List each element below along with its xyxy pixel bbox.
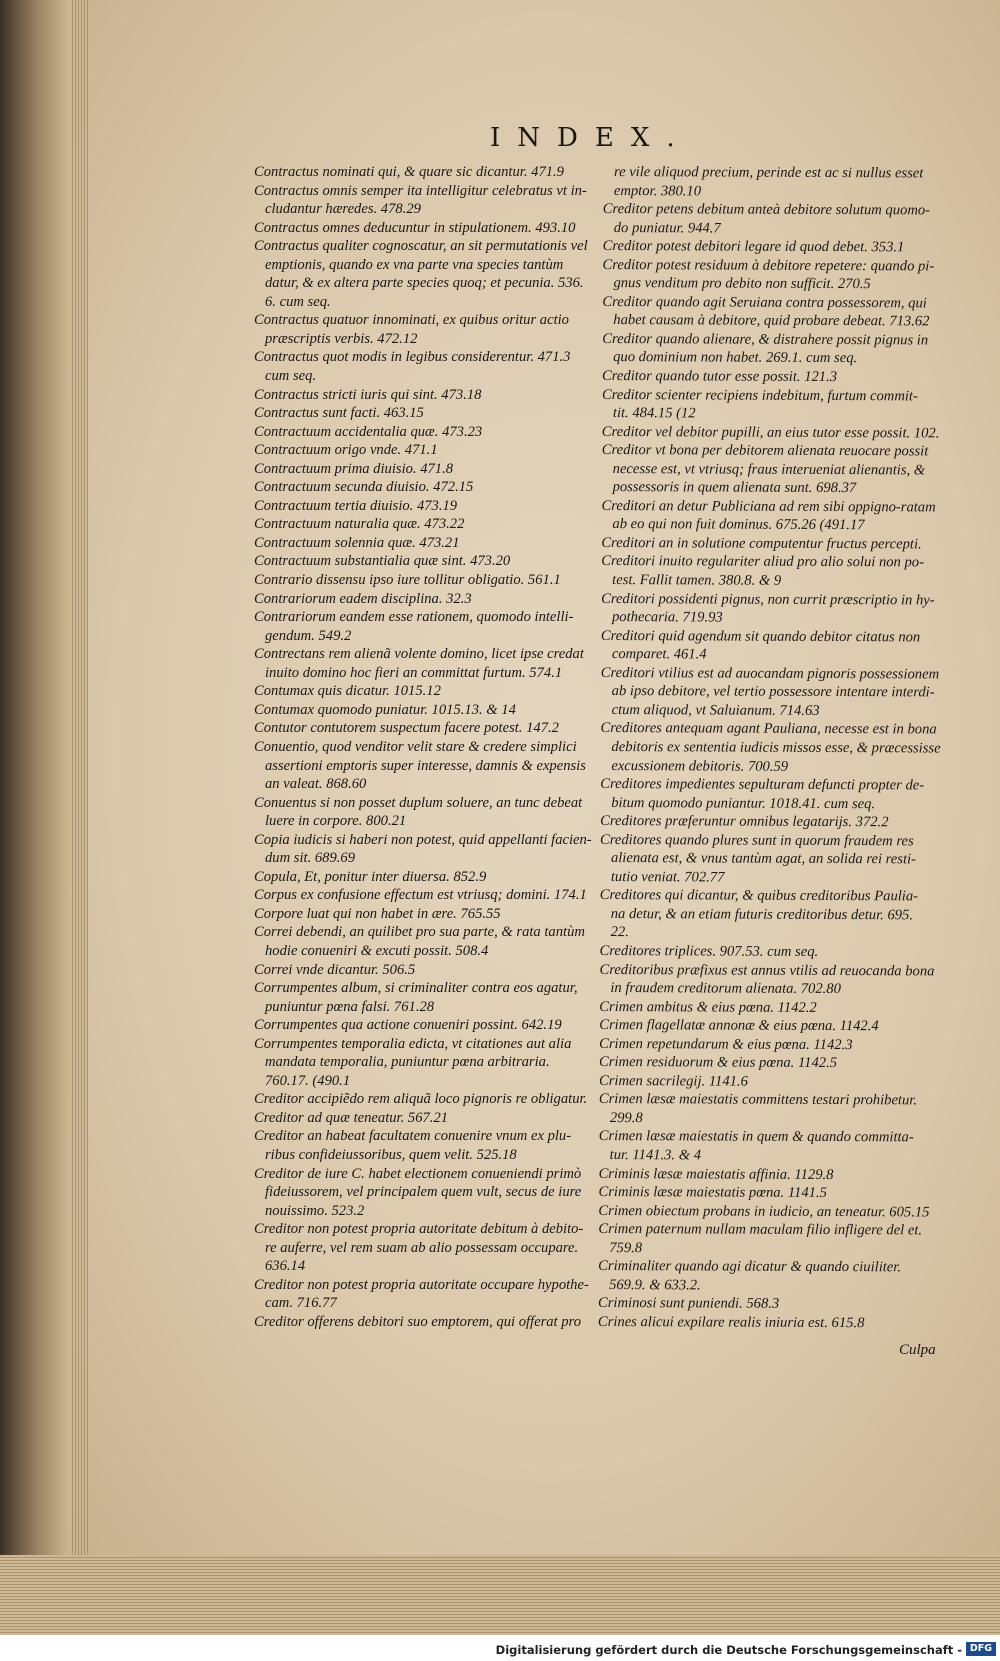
index-entry-line: Contrectans rem alienã volente domino, licet ipse credat <box>254 646 584 663</box>
index-entry-line: Contractuum origo vnde. 471.1 <box>254 442 438 459</box>
index-entry-line: cludantur hæredes. 478.29 <box>265 201 421 218</box>
index-entry-line: Conuentio, quod venditor velit stare & credere simplici <box>254 738 577 755</box>
index-entry-line: Creditores quando plures sunt in quorum fraudem res <box>600 831 914 850</box>
index-entry-line: Creditori an detur Publiciana ad rem sibi oppigno-ratam <box>601 497 936 516</box>
index-entry-line: Creditor accipiẽdo rem aliquã loco pignoris re obligatur. <box>254 1091 588 1108</box>
index-entry-line: Creditor quando tutor esse possit. 121.3 <box>602 368 838 386</box>
index-entry-line: gendum. 549.2 <box>265 627 352 644</box>
page-edges-left <box>70 0 88 1661</box>
index-entry-line: luere in corpore. 800.21 <box>265 813 407 830</box>
index-entry-line: Contractus omnis semper ita intelligitur celebratus vt in- <box>254 182 587 199</box>
index-entry-line: Corpore luat qui non habet in ære. 765.55 <box>254 905 501 922</box>
index-entry-line: Contractus stricti iuris qui sint. 473.18 <box>254 386 482 403</box>
index-entry-line: Creditor vt bona per debitorem alienata reuocare possit <box>601 442 929 460</box>
index-entry-line: Copia iudicis si haberi non potest, quid appellanti facien- <box>254 831 592 848</box>
index-entry-line: ab eo qui non fuit dominus. 675.26 (491.17 <box>612 516 865 534</box>
index-entry-line: Crimen læsæ maiestatis in quem & quando committa- <box>598 1128 914 1146</box>
index-entry-line: Creditor petens debitum anteà debitore solutum quomo- <box>602 201 931 219</box>
index-entry-line: Crimen flagellatæ annonæ & eius pœna. 1142.4 <box>599 1017 879 1035</box>
index-entry-line: in fraudem creditorum alienata. 702.80 <box>610 980 841 998</box>
index-entry-line: Contrariorum eadem disciplina. 32.3 <box>254 590 472 607</box>
index-entry-line: Creditor vel debitor pupilli, an eius tutor esse possit. 102. <box>601 423 940 442</box>
index-entry-line: Contractuum prima diuisio. 471.8 <box>254 460 454 477</box>
index-entry-line: tutio veniat. 702.77 <box>610 868 725 886</box>
index-entry-line: Contractus nominati qui, & quare sic dicantur. 471.9 <box>254 164 564 180</box>
index-entry-line: tur. 1141.3. & 4 <box>609 1147 702 1164</box>
index-entry-line: Creditores antequam agant Pauliana, necesse est in bona <box>600 720 937 738</box>
index-entry-line: Contractus quot modis in legibus considerentur. 471.3 <box>254 349 571 366</box>
index-entry-line: præscriptis verbis. 472.12 <box>265 330 418 347</box>
index-entry-line: datur, & ex altera parte species quoq; et pecunia. 536. <box>265 275 584 292</box>
index-entry-line: Contrariorum eandem esse rationem, quomodo intelli- <box>254 609 574 626</box>
index-entry-line: ab ipso debitore, vel tertio possessore intentare interdi- <box>611 683 935 701</box>
index-entry-line: re vile aliquod precium, perinde est ac si nullus esset <box>613 164 924 182</box>
index-entry-line: dum sit. 689.69 <box>265 850 355 867</box>
index-entry-line: Corrumpentes temporalia edicta, vt citationes aut alia <box>254 1035 572 1052</box>
index-entry-line: Crines alicui expilare realis iniuria est. 615.8 <box>597 1313 865 1332</box>
index-entry-line: Crimen sacrilegij. 1141.6 <box>598 1072 748 1090</box>
index-column-left <box>254 163 592 1331</box>
index-entry-line: Creditori quid agendum sit quando debitor citatus non <box>600 627 921 646</box>
index-entry-line: mandata temporalia, puniuntur pœna arbitraria. <box>265 1054 550 1071</box>
index-entry-line: Creditores qui dicantur, & quibus creditoribus Paulia- <box>599 887 919 905</box>
index-entry-line: Creditores impedientes sepulturam defuncti propter de- <box>600 776 925 794</box>
index-entry-line: gnus venditum pro debito non sufficit. 270.5 <box>613 275 871 293</box>
index-entry-line: Contractuum accidentalia quæ. 473.23 <box>254 423 483 440</box>
index-entry-line: Creditores præferuntur omnibus legatarijs. 372.2 <box>600 813 889 831</box>
page-title: INDEX. <box>490 123 692 153</box>
index-entry-line: comparet. 461.4 <box>611 646 707 663</box>
index-entry-line: Criminis læsæ maiestatis affinia. 1129.8 <box>598 1165 834 1183</box>
index-entry-line: 569.9. & 633.2. <box>609 1276 701 1294</box>
index-entry-line: nouissimo. 523.2 <box>265 1202 365 1219</box>
index-entry-line: Creditori inuito regulariter aliud pro alio solui non po- <box>601 553 924 571</box>
index-entry-line: Creditores triplices. 907.53. cum seq. <box>599 942 819 960</box>
index-entry-line: an valeat. 868.60 <box>265 776 367 793</box>
index-entry-line: Creditor non potest propria autoritate debitum à debito- <box>254 1221 584 1238</box>
index-entry-line: re auferre, vel rem suam ab alio possessam occupare. <box>265 1239 579 1256</box>
index-entry-line: Contutor contutorem suspectum facere potest. 147.2 <box>254 720 559 737</box>
index-entry-line: Criminosi sunt puniendi. 568.3 <box>597 1295 780 1313</box>
digitization-credit: Digitalisierung gefördert durch die Deutsche Forschungsgemeinschaft - <box>495 1643 962 1657</box>
index-entry-line: Corpus ex confusione effectum est vtriusq; domini. 174.1 <box>254 887 587 904</box>
index-entry-line: necesse est, vt vtriusq; fraus interueniat alienantis, & <box>612 460 926 479</box>
index-entry-line: Contumax quis dicatur. 1015.12 <box>254 683 441 700</box>
index-entry-line: Criminis læsæ maiestatis pœna. 1141.5 <box>598 1184 827 1202</box>
index-entry-line: Contractus sunt facti. 463.15 <box>254 405 424 422</box>
index-entry-line: Creditor de iure C. habet electionem conueniendi primò <box>254 1165 582 1182</box>
index-entry-line: Creditor scienter recipiens indebitum, furtum commit- <box>601 386 918 404</box>
index-entry-line: ctum aliquod, vt Saluianum. 714.63 <box>611 701 820 719</box>
index-entry-line: debitoris ex sententia iudicis missos esse, & præcessisse <box>611 738 941 757</box>
index-entry-line: Contractuum tertia diuisio. 473.19 <box>254 497 458 514</box>
index-entry-line: Corrumpentes qua actione conueniri possint. 642.19 <box>254 1017 562 1034</box>
index-entry-line: Correi debendi, an quilibet pro sua parte, & rata tantùm <box>254 924 585 941</box>
index-entry-line: Creditor offerens debitori suo emptorem, qui offerat pro <box>254 1313 581 1330</box>
index-entry-line: na detur, & an etiam futuris creditoribus detur. 695. <box>610 905 914 924</box>
index-entry-line: excussionem debitoris. 700.59 <box>611 757 789 775</box>
index-entry-line: 6. cum seq. <box>265 293 331 310</box>
index-entry-line: emptionis, quando ex vna parte vna species tantùm <box>265 256 564 273</box>
index-entry-line: Contrario dissensu ipso iure tollitur obligatio. 561.1 <box>254 572 561 589</box>
index-entry-line: 636.14 <box>265 1258 306 1275</box>
index-entry-line: Contractus omnes deducuntur in stipulationem. 493.10 <box>254 219 576 236</box>
index-entry-line: Creditori an in solutione computentur fructus percepti. <box>601 534 922 553</box>
index-entry-line: Copula, Et, ponitur inter diuersa. 852.9 <box>254 868 487 885</box>
index-entry-line: habet causam à debitore, quid probare debeat. 713.62 <box>613 312 930 330</box>
index-entry-line: Creditor quando alienare, & distrahere possit pignus in <box>602 330 929 349</box>
index-column-right <box>598 163 943 1333</box>
index-entry-line: emptor. 380.10 <box>613 182 702 199</box>
index-entry-line: 22. <box>610 924 629 941</box>
index-entry-line: Creditori vtilius est ad auocandam pignoris possessionem <box>600 664 940 683</box>
index-entry-line: Creditoribus præfixus est annus vtilis ad reuocanda bona <box>599 961 935 979</box>
index-entry-line: Contractuum naturalia quæ. 473.22 <box>254 516 465 533</box>
index-entry-line: Creditor an habeat facultatem conuenire vnum ex plu- <box>254 1128 572 1145</box>
index-entry-line: test. Fallit tamen. 380.8. & 9 <box>612 572 782 589</box>
index-entry-line: ribus confideiussoribus, quem velit. 525.18 <box>265 1146 517 1163</box>
index-entry-line: Crimen repetundarum & eius pœna. 1142.3 <box>599 1035 853 1053</box>
index-entry-line: 760.17. (490.1 <box>265 1072 351 1089</box>
index-entry-line: cam. 716.77 <box>265 1295 337 1312</box>
index-entry-line: do puniatur. 944.7 <box>613 219 721 237</box>
index-entry-line: bitum quomodo puniantur. 1018.41. cum seq. <box>611 794 876 812</box>
index-entry-line: quo dominium non habet. 269.1. cum seq. <box>613 349 858 367</box>
index-entry-line: Creditori possidenti pignus, non currit præscriptio in hy- <box>601 590 935 609</box>
index-entry-line: 299.8 <box>609 1109 643 1127</box>
index-entry-line: Contractus quatuor innominati, ex quibus oritur actio <box>254 312 569 329</box>
index-entry-line: pothecaria. 719.93 <box>611 609 723 626</box>
index-entry-line: Crimen paternum nullam maculam filio infligere del et. <box>598 1221 923 1239</box>
index-entry-line: assertioni emptoris super interesse, damnis & expensis <box>265 757 586 774</box>
index-entry-line: Contractuum secunda diuisio. 472.15 <box>254 479 474 496</box>
index-entry-line: Corrumpentes album, si criminaliter contra eos agatur, <box>254 980 578 997</box>
index-entry-line: puniuntur pœna falsi. 761.28 <box>265 998 435 1015</box>
index-entry-line: Crimen residuorum & eius pœna. 1142.5 <box>599 1054 838 1072</box>
index-entry-line: Correi vnde dicantur. 506.5 <box>254 961 416 978</box>
index-entry-line: Contractuum solennia quæ. 473.21 <box>254 534 460 551</box>
index-entry-line: 759.8 <box>609 1239 643 1256</box>
index-entry-line: fideiussorem, vel principalem quem vult, secus de iure <box>265 1184 582 1201</box>
index-entry-line: tit. 484.15 (12 <box>612 405 696 422</box>
dfg-logo: DFG <box>966 1642 996 1656</box>
index-entry-line: Contumax quomodo puniatur. 1015.13. & 14 <box>254 701 516 718</box>
catchword: Culpa <box>899 1342 936 1358</box>
page-edges-bottom <box>0 1555 1000 1635</box>
index-entry-line: Creditor quando agit Seruiana contra possessorem, qui <box>602 293 927 312</box>
book-spine <box>0 0 70 1661</box>
index-entry-line: cum seq. <box>265 368 317 385</box>
index-entry-line: hodie conueniri & excuti possit. 508.4 <box>265 942 489 959</box>
index-entry-line: inuito domino hoc fieri an committat furtum. 574.1 <box>265 664 563 681</box>
index-entry-line: Creditor potest debitori legare id quod debet. 353.1 <box>602 238 905 256</box>
index-entry-line: Crimen læsæ maiestatis committens testari prohibetur. <box>598 1091 918 1109</box>
index-entry-line: Creditor ad quæ teneatur. 567.21 <box>254 1109 449 1126</box>
index-entry-line: possessoris in quem alienata sunt. 698.37 <box>612 479 857 497</box>
index-entry-line: Creditor potest residuum à debitore repetere: quando pi- <box>602 256 935 275</box>
index-entry-line: Contractuum substantialia quæ sint. 473.20 <box>254 553 511 570</box>
index-entry-line: Creditor non potest propria autoritate occupare hypothe- <box>254 1276 589 1293</box>
index-entry-line: Criminaliter quando agi dicatur & quando ciuiliter. <box>598 1258 902 1276</box>
index-entry-line: Crimen obiectum probans in iudicio, an teneatur. 605.15 <box>598 1202 930 1221</box>
index-entry-line: alienata est, & vnus tantùm agat, an solida rei resti- <box>610 850 916 868</box>
index-entry-line: Conuentus si non posset duplum soluere, an tunc debeat <box>254 794 583 811</box>
index-entry-line: Crimen ambitus & eius pœna. 1142.2 <box>599 998 817 1016</box>
index-entry-line: Contractus qualiter cognoscatur, an sit permutationis vel <box>254 238 588 255</box>
